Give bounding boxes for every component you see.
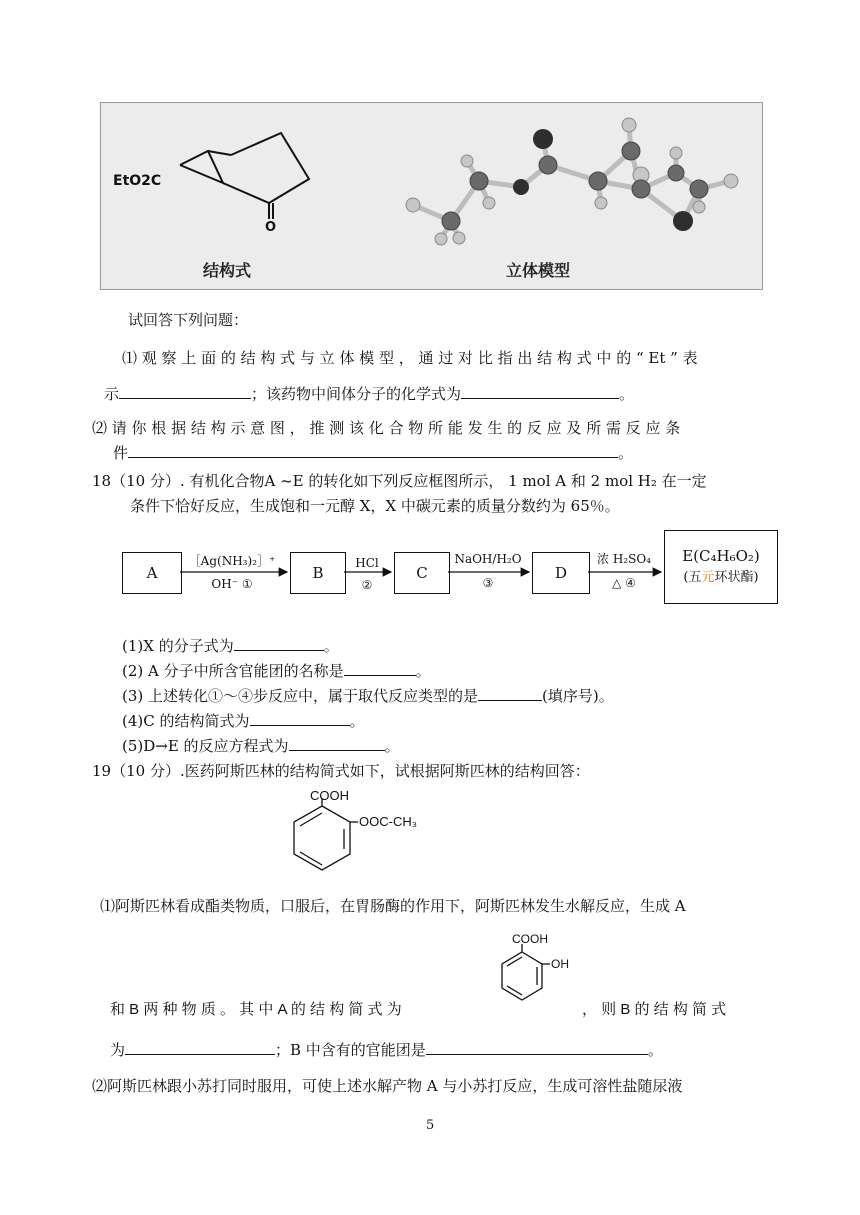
page-number: 5 (426, 1118, 435, 1133)
answer-blank-b-structure[interactable] (125, 1040, 275, 1055)
ester-group-label: EtO2C (113, 173, 162, 189)
q18-sub3-text: (3) 上述转化①～④步反应中，属于取代反应类型的是 (122, 687, 479, 705)
q18-sub2 (122, 661, 431, 681)
q17-part2-prefix: 件 (113, 444, 129, 462)
q18-sub1-text: (1)X 的分子式为 (122, 637, 234, 655)
ketone-oxygen-label: O (265, 220, 277, 235)
q19-part1-middle: ；B 中含有的官能团是 (275, 1041, 426, 1059)
arrow-1-reagent: ［Ag(NH₃)₂］⁺ (188, 554, 276, 568)
answer-blank-c-structure[interactable] (250, 711, 350, 726)
q19-part1-line1: ⑴阿斯匹林看成酯类物质，口服后，在胃肠酶的作用下，阿斯匹林发生水解反应，生成 A (100, 897, 686, 915)
caption-structural-formula: 结构式 (203, 261, 252, 280)
aspirin-structure (280, 786, 440, 876)
scheme-box-a: A (122, 552, 182, 594)
q19-part1-end: 。 (647, 1041, 663, 1059)
q18-sub5-end: 。 (384, 737, 400, 755)
q18-sub3 (122, 686, 614, 706)
q18-sub2-text: (2) A 分子中所含官能团的名称是 (122, 662, 344, 680)
q18-sub3-end: (填序号)。 (542, 687, 614, 705)
q18-sub5 (122, 736, 400, 756)
q18-sub4 (122, 711, 365, 731)
q18-sub1 (122, 636, 339, 656)
scheme-e-formula: E(C₄H₆O₂) (682, 547, 760, 565)
arrow-3-step: ③ (482, 576, 494, 590)
q18-stem-line2: 条件下恰好反应，生成饱和一元醇 X，X 中碳元素的质量分数约为 65％。 (130, 497, 620, 515)
q18-sub4-text: (4)C 的结构简式为 (122, 712, 250, 730)
scheme-e-note-highlight: 元 (701, 570, 715, 585)
q19-stem: 19（10 分）.医药阿斯匹林的结构简式如下，试根据阿斯匹林的结构回答： (92, 762, 590, 780)
q19-part1-line2b: ， 则 B 的 结 构 简 式 (582, 1001, 727, 1018)
answer-blank-b-group[interactable] (426, 1040, 648, 1055)
salicylic-oh-label: OH (551, 957, 569, 971)
q18-sub2-end: 。 (415, 662, 431, 680)
arrow-4-reagent: 浓 H₂SO₄ (597, 552, 651, 566)
arrow-2-reagent: HCl (355, 556, 379, 570)
answer-blank-substitution[interactable] (478, 686, 542, 701)
caption-3d-model: 立体模型 (506, 261, 571, 280)
answer-blank-functional-group[interactable] (344, 661, 416, 676)
arrow-3-reagent: NaOH/H₂O (454, 552, 522, 566)
aspirin-ester-label: OOC-CH₃ (359, 814, 418, 829)
arrow-2-step: ② (361, 578, 373, 592)
q17-part2-end: 。 (618, 444, 634, 462)
q19-part2-line1: ⑵阿斯匹林跟小苏打同时服用，可使上述水解产物 A 与小苏打反应，生成可溶性盐随尿液 (92, 1077, 683, 1095)
q17-part1-middle: ；该药物中间体分子的化学式为 (251, 385, 462, 403)
q18-stem-line1: 18（10 分）. 有机化合物A ~E 的转化如下列反应框图所示， 1 mol A 和 2 mol H₂ 在一定 (92, 472, 707, 490)
q19-part1-line2a: 和 B 两 种 物 质 。 其 中 A 的 结 构 简 式 为 (110, 1001, 402, 1018)
answer-blank-x-formula[interactable] (234, 636, 324, 651)
q17-part1-end: 。 (619, 385, 635, 403)
scheme-e-note-a: (五 (683, 570, 702, 585)
arrow-1-step: OH⁻ ① (211, 577, 253, 591)
scheme-box-b: B (290, 552, 346, 594)
q18-sub4-end: 。 (349, 712, 365, 730)
scheme-e-note-c: 环状酯) (714, 570, 759, 585)
salicylic-cooh-label: COOH (512, 932, 548, 946)
q18-sub5-text: (5)D→E 的反应方程式为 (122, 737, 289, 755)
answer-blank-equation[interactable] (289, 736, 385, 751)
salicylic-acid-structure (494, 930, 604, 1010)
q19-part1-prefix: 为 (110, 1041, 126, 1059)
q17-part1-prefix: 示 (104, 385, 120, 403)
q19-part1-line3 (110, 1040, 663, 1060)
q17-intro: 试回答下列问题： (128, 311, 249, 329)
arrow-4-step: △ ④ (612, 576, 636, 590)
q17-part2-line1: ⑵ 请 你 根 据 结 构 示 意 图 ， 推 测 该 化 合 物 所 能 发 生 的 反 应 及 所 需 反 应 条 (92, 419, 681, 437)
q17-part1-text: ⑴ 观 察 上 面 的 结 构 式 与 立 体 模 型 ， 通 过 对 比 指 出 结 构 式 中 的 “ Et ” 表 (122, 349, 698, 367)
scheme-box-c: C (394, 552, 450, 594)
scheme-box-d: D (532, 552, 590, 594)
aspirin-cooh-label: COOH (310, 788, 349, 803)
q18-sub1-end: 。 (323, 637, 339, 655)
